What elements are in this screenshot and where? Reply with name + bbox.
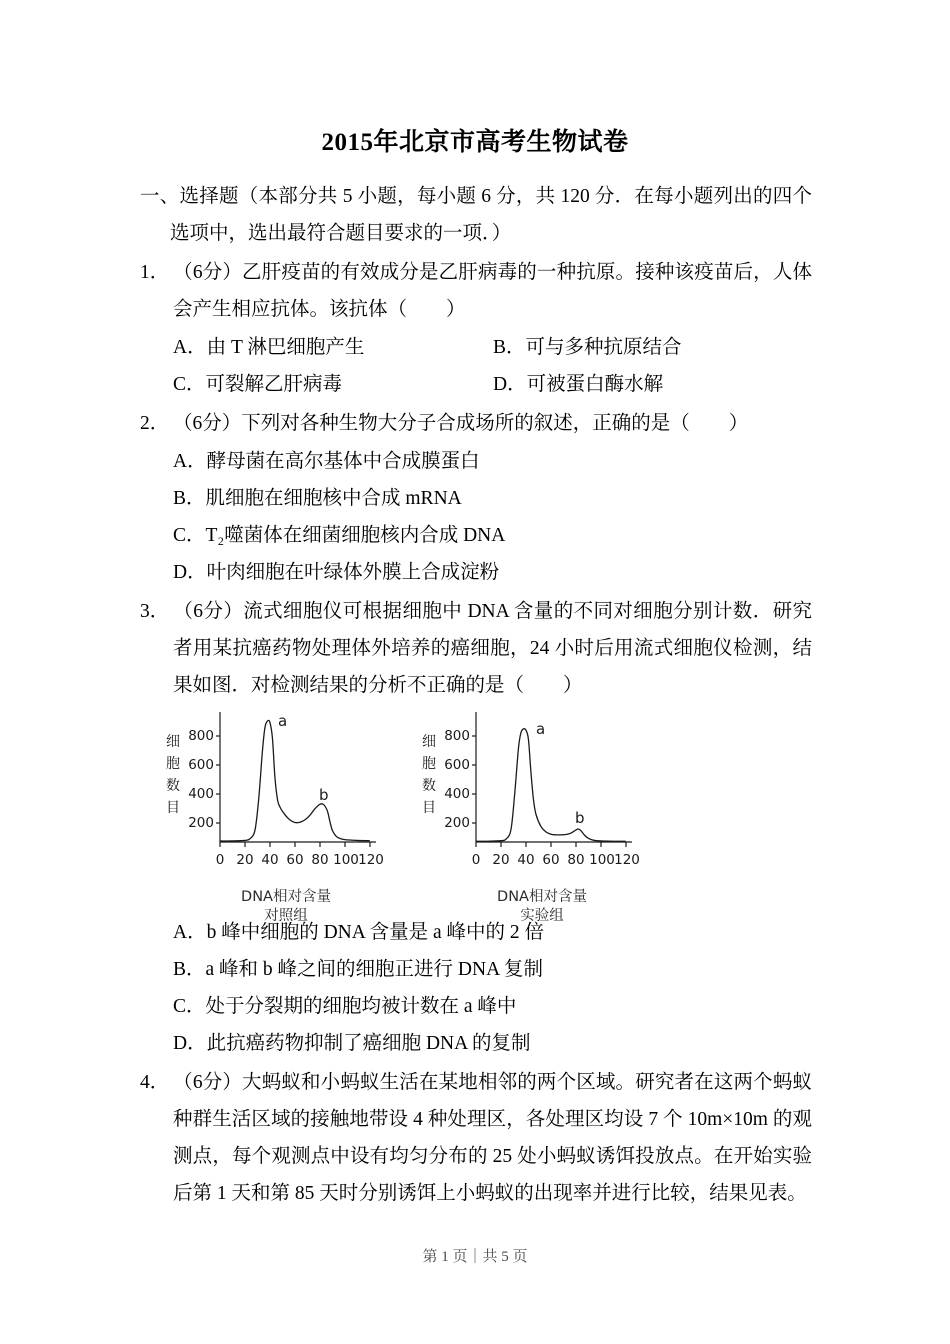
option-text: 由 T 淋巴细胞产生 xyxy=(206,337,365,358)
option-label: A． xyxy=(173,337,207,358)
chart-control-caption: 对照组 xyxy=(264,908,308,924)
chart-control-group xyxy=(158,712,386,924)
peak-annotation-b: b xyxy=(575,809,585,827)
page-title: 2015年北京市高考生物试卷 xyxy=(321,129,629,156)
option-label: D． xyxy=(173,1033,207,1054)
chart-control-svg xyxy=(158,712,386,888)
y-tick-label: 600 xyxy=(188,757,214,773)
y-axis-label-char: 目 xyxy=(166,800,180,816)
y-tick-label: 400 xyxy=(188,786,214,802)
chart-experimental-group xyxy=(414,712,642,924)
option-text: 肌细胞在细胞核中合成 mRNA xyxy=(205,488,462,509)
data-curve xyxy=(220,720,370,841)
document-body xyxy=(140,178,812,1212)
question-3-stem xyxy=(140,593,812,704)
question-2-number: 2． xyxy=(140,413,170,434)
question-1-text: （6分）乙肝疫苗的有效成分是乙肝病毒的一种抗原。接种该疫苗后，人体会产生相应抗体。该抗体（ ） xyxy=(173,262,812,320)
question-1-number: 1． xyxy=(140,262,170,283)
option-label: C． xyxy=(173,374,206,395)
question-2-options xyxy=(140,443,812,591)
question-3-number: 3． xyxy=(140,601,170,622)
option-1c[interactable] xyxy=(173,366,493,403)
option-text: b 峰中细胞的 DNA 含量是 a 峰中的 2 倍 xyxy=(206,922,545,943)
x-tick-label: 80 xyxy=(311,852,329,868)
y-tick-label: 600 xyxy=(444,757,470,773)
chart-experimental-svg xyxy=(414,712,642,888)
x-tick-label: 40 xyxy=(261,852,279,868)
x-tick-label: 0 xyxy=(471,852,481,868)
y-axis-label-char: 胞 xyxy=(166,756,180,772)
option-text: T₂噬菌体在细菌细胞核内合成 DNA xyxy=(205,525,506,546)
y-axis-label-char: 胞 xyxy=(422,756,436,772)
option-2a[interactable] xyxy=(173,443,480,480)
option-row xyxy=(173,329,812,366)
option-3b[interactable] xyxy=(173,951,543,988)
question-4-text: （6分）大蚂蚁和小蚂蚁生活在某地相邻的两个区域。研究者在这两个蚂蚁种群生活区域的接触地带设 4 种处理区，各处理区均设 7 个 10m×10m 的观测点，每个观测点中设有均匀分布的 25 处小蚂蚁诱饵投放点。在开始实验后第 1 天和第 85 天时分别诱饵上小蚂蚁的出现率并进行比较，结果见表。 xyxy=(173,1072,812,1204)
question-1-stem xyxy=(140,254,812,328)
y-axis-label-char: 目 xyxy=(422,800,436,816)
option-label: B． xyxy=(493,337,526,358)
option-2b[interactable] xyxy=(173,480,462,517)
x-tick-label: 20 xyxy=(236,852,254,868)
option-row xyxy=(173,988,812,1025)
question-3-text: （6分）流式细胞仪可根据细胞中 DNA 含量的不同对细胞分别计数．研究者用某抗癌药物处理体外培养的癌细胞，24 小时后用流式细胞仪检测，结果如图．对检测结果的分析不正确的是（ ） xyxy=(173,601,812,696)
option-row xyxy=(173,554,812,591)
option-text: 酵母菌在高尔基体中合成膜蛋白 xyxy=(206,451,480,472)
x-tick-label: 60 xyxy=(542,852,560,868)
question-2-text: （6分）下列对各种生物大分子合成场所的叙述，正确的是（ ） xyxy=(173,413,749,434)
option-text: a 峰和 b 峰之间的细胞正进行 DNA 复制 xyxy=(205,959,543,980)
chart-control-xlabel: DNA相对含量 xyxy=(241,889,331,905)
peak-annotation-a: a xyxy=(536,720,546,738)
x-tick-label: 100 xyxy=(589,852,615,868)
y-axis-label-char: 细 xyxy=(422,734,436,750)
x-tick-label: 20 xyxy=(492,852,510,868)
option-label: B． xyxy=(173,959,206,980)
peak-annotation-b: b xyxy=(319,786,329,804)
y-axis-label-char: 数 xyxy=(166,778,180,794)
chart-experimental-caption: 实验组 xyxy=(520,908,564,924)
option-label: D． xyxy=(493,374,527,395)
x-tick-label: 80 xyxy=(567,852,585,868)
page-footer: 第 1 页｜共 5 页 xyxy=(422,1249,528,1265)
option-2c[interactable] xyxy=(173,517,505,554)
option-1d[interactable] xyxy=(493,366,663,403)
option-text: 此抗癌药物抑制了癌细胞 DNA 的复制 xyxy=(206,1033,531,1054)
y-tick-label: 200 xyxy=(444,815,470,831)
option-row xyxy=(173,517,812,554)
y-tick-label: 200 xyxy=(188,815,214,831)
x-tick-label: 120 xyxy=(358,852,384,868)
option-row xyxy=(173,480,812,517)
question-4-number: 4． xyxy=(140,1072,170,1093)
question-1-options xyxy=(140,329,812,403)
option-1a[interactable] xyxy=(173,329,493,366)
option-label: C． xyxy=(173,525,206,546)
y-tick-label: 800 xyxy=(444,728,470,744)
question-2-stem xyxy=(140,405,812,442)
option-label: A． xyxy=(173,451,207,472)
data-curve xyxy=(476,729,626,842)
question-4-stem xyxy=(140,1064,812,1212)
option-2d[interactable] xyxy=(173,554,499,591)
option-3c[interactable] xyxy=(173,988,516,1025)
peak-annotation-a: a xyxy=(278,712,288,730)
option-text: 可被蛋白酶水解 xyxy=(526,374,664,395)
chart-experimental-xlabel: DNA相对含量 xyxy=(497,889,587,905)
option-text: 可裂解乙肝病毒 xyxy=(205,374,343,395)
y-axis-label-char: 细 xyxy=(166,734,180,750)
option-row xyxy=(173,443,812,480)
option-label: D． xyxy=(173,562,207,583)
option-row xyxy=(173,951,812,988)
option-label: B． xyxy=(173,488,206,509)
option-3d[interactable] xyxy=(173,1025,531,1062)
option-row xyxy=(173,366,812,403)
question-3-figure xyxy=(140,712,812,924)
x-tick-label: 60 xyxy=(286,852,304,868)
option-text: 可与多种抗原结合 xyxy=(525,337,682,358)
question-3-options xyxy=(140,914,812,1062)
option-text: 处于分裂期的细胞均被计数在 a 峰中 xyxy=(205,996,517,1017)
y-tick-label: 800 xyxy=(188,728,214,744)
x-tick-label: 0 xyxy=(215,852,225,868)
x-tick-label: 100 xyxy=(333,852,359,868)
x-tick-label: 120 xyxy=(614,852,640,868)
option-label: C． xyxy=(173,996,206,1017)
x-tick-label: 40 xyxy=(517,852,535,868)
section-heading: 一、选择题（本部分共 5 小题，每小题 6 分，共 120 分．在每小题列出的四个选项中，选出最符合题目要求的一项．） xyxy=(140,186,812,244)
y-axis-label-char: 数 xyxy=(422,778,436,794)
option-text: 叶肉细胞在叶绿体外膜上合成淀粉 xyxy=(206,562,500,583)
option-1b[interactable] xyxy=(493,329,682,366)
y-tick-label: 400 xyxy=(444,786,470,802)
option-row xyxy=(173,1025,812,1062)
option-label: A． xyxy=(173,922,207,943)
